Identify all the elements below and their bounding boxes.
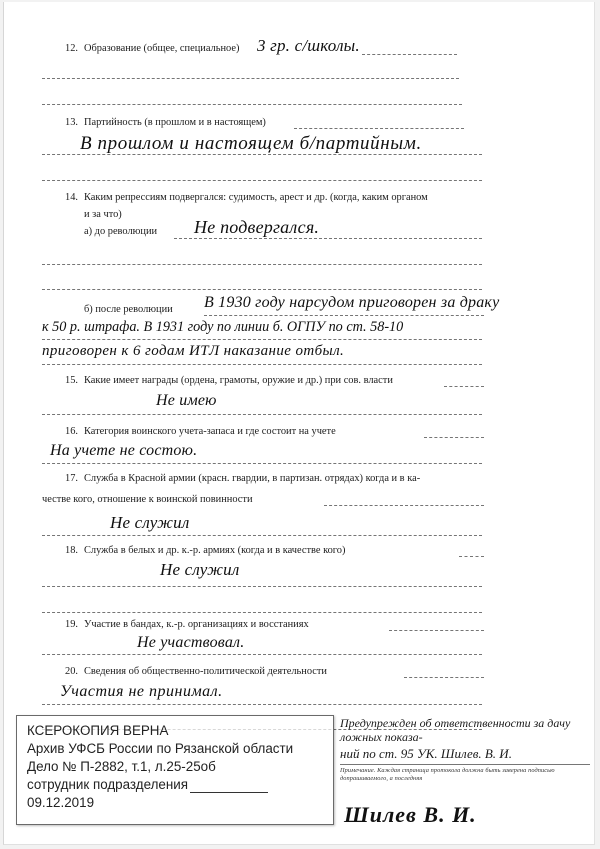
item-16-number: 16. [65, 426, 78, 437]
item-19-number: 19. [65, 619, 78, 630]
item-19-answer: Не участвовал. [137, 634, 245, 651]
item-14-number: 14. [65, 192, 78, 203]
item-17-label-line2: честве кого, отношение к воинской повинности [42, 494, 253, 505]
item-14b-answer-line3: приговорен к 6 годам ИТЛ наказание отбыл. [42, 343, 345, 359]
rule [42, 289, 482, 290]
item-17-label-line1: Служба в Красной армии (красн. гвардии, в партизан. отрядах) когда и в ка- [84, 473, 421, 484]
closing-line-1: Предупрежден об ответственности за дачу ложных показа- [340, 716, 571, 744]
rule [42, 586, 482, 587]
rule [204, 315, 484, 316]
rule [42, 612, 482, 613]
stamp-line-2: Архив УФСБ России по Рязанской области [27, 741, 294, 756]
rule [404, 677, 484, 678]
item-14-label-line2: и за что) [84, 209, 122, 220]
certification-stamp [16, 715, 334, 825]
item-13-number: 13. [65, 117, 78, 128]
item-14-label-line1: Каким репрессиям подвергался: судимость, арест и др. (когда, каким органом [84, 192, 428, 203]
item-18-label: Служба в белых и др. к.-р. армиях (когда и в качестве кого) [84, 545, 346, 556]
item-14b-answer-line1: В 1930 году нарсудом приговорен за драку [204, 294, 500, 311]
rule [389, 630, 484, 631]
stamp-line-3: Дело № П-2882, т.1, л.25-25об [27, 759, 216, 774]
rule [42, 364, 482, 365]
rule [42, 535, 482, 536]
rule [424, 437, 484, 438]
stamp-line-1: КСЕРОКОПИЯ ВЕРНА [27, 723, 169, 738]
rule [444, 386, 484, 387]
item-20-number: 20. [65, 666, 78, 677]
item-15-number: 15. [65, 375, 78, 386]
rule [42, 154, 482, 155]
stamp-line-4: сотрудник подразделения [27, 777, 188, 792]
rule [42, 339, 482, 340]
rule [340, 764, 590, 765]
item-12-label: Образование (общее, специальное) [84, 43, 240, 54]
item-15-label: Какие имеет награды (ордена, грамоты, оружие и др.) при сов. власти [84, 375, 393, 386]
closing-line-2: ний по ст. 95 УК. Шилев. В. И. [340, 746, 512, 761]
item-20-label: Сведения об общественно-политической деятельности [84, 666, 327, 677]
item-18-answer: Не служил [160, 560, 240, 579]
item-13-label: Партийность (в прошлом и в настоящем) [84, 117, 266, 128]
rule [42, 654, 482, 655]
item-19-label: Участие в бандах, к.-р. организациях и восстаниях [84, 619, 309, 630]
stamp-signature-line [190, 792, 268, 793]
item-16-answer: На учете не состою. [50, 442, 198, 459]
rule [42, 463, 482, 464]
rule [459, 556, 484, 557]
item-14a-answer: Не подвергался. [194, 217, 320, 237]
item-18-number: 18. [65, 545, 78, 556]
rule [42, 180, 482, 181]
item-16-label: Категория воинского учета-запаса и где состоит на учете [84, 426, 336, 437]
rule [42, 104, 462, 105]
item-15-answer: Не имею [156, 392, 217, 409]
rule [294, 128, 464, 129]
rule [324, 505, 484, 506]
footnote: Примечание. Каждая страница протокола должна быть заверена подписью допрашиваемого, а последняя [340, 767, 555, 782]
item-20-answer: Участия не принимал. [60, 683, 223, 700]
rule [42, 414, 482, 415]
item-14b-label: б) после революции [84, 304, 173, 315]
stamp-date: 09.12.2019 [27, 795, 95, 810]
item-17-number: 17. [65, 473, 78, 484]
item-14a-label: а) до революции [84, 226, 158, 237]
item-12-number: 12. [65, 43, 78, 54]
rule [42, 264, 482, 265]
rule [42, 704, 482, 705]
rule [174, 238, 482, 239]
signature: Шилев В. И. [344, 802, 477, 827]
item-12-answer: 3 гр. с/школы. [257, 36, 360, 55]
item-14b-answer-line2: к 50 р. штрафа. В 1931 году по линии б. ОГПУ по ст. 58-10 [42, 319, 404, 335]
rule [362, 54, 457, 55]
rule [42, 78, 459, 79]
item-13-answer: В прошлом и настоящем б/партийным. [80, 133, 422, 154]
item-17-answer: Не служил [110, 513, 190, 532]
